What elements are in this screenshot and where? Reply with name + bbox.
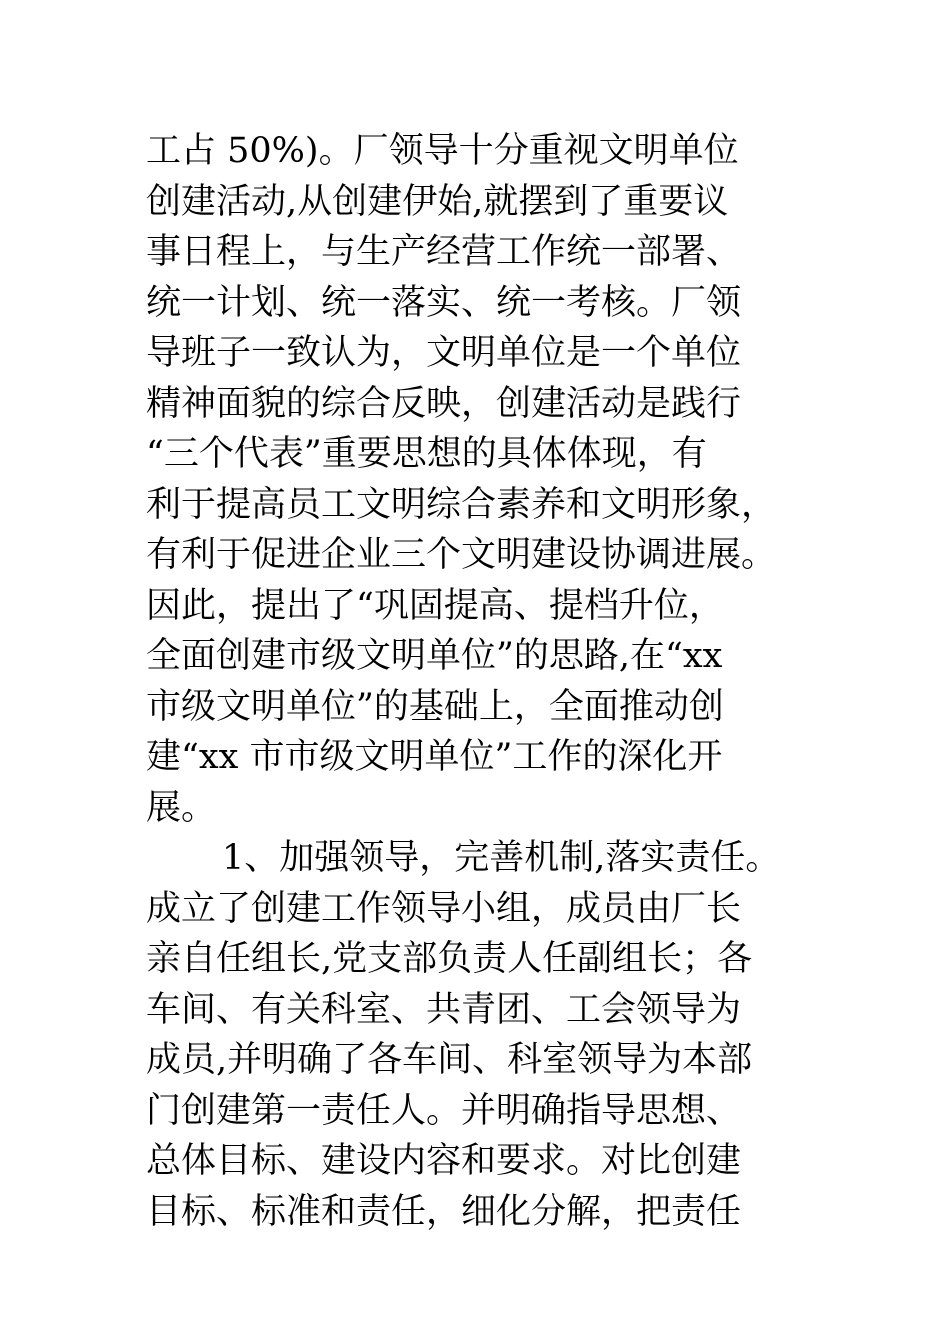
text-line: 全面创建市级文明单位”的思路,在“xx [146,636,723,676]
text-line: 有利于促进企业三个文明建设协调进展。 [146,535,777,575]
text-line: 事日程上，与生产经营工作统一部署、 [146,232,742,272]
text-line: 成立了创建工作领导小组，成员由厂长 [146,888,742,929]
text-line: 车间、有关科室、共青团、工会领导为 [146,989,742,1030]
text-line: 统一计划、统一落实、统一考核。厂领 [146,282,742,323]
text-line: 展。 [146,787,217,828]
text-line: 总体目标、建设内容和要求。对比创建 [146,1141,742,1181]
text-line: 目标、标准和责任，细化分解，把责任 [146,1191,742,1232]
text-line: 市级文明单位”的基础上，全面推动创 [146,686,724,727]
text-line: 精神面貌的综合反映，创建活动是践行 [146,383,742,424]
document-body [146,126,846,1237]
text-line: 亲自任组长,党支部负责人任副组长；各 [146,939,753,979]
text-line: 建“xx 市市级文明单位”工作的深化开 [146,737,723,777]
text-line: 门创建第一责任人。并明确指导思想、 [146,1090,742,1131]
text-line: 创建活动,从创建伊始,就摆到了重要议 [146,181,729,222]
text-line: 导班子一致认为，文明单位是一个单位 [146,333,742,373]
text-line: 利于提高员工文明综合素养和文明形象， [146,484,777,525]
text-line: 工占 50%)。厂领导十分重视文明单位 [146,131,739,171]
text-line: “三个代表”重要思想的具体体现，有 [146,434,707,474]
section-heading-line: 1、加强领导，完善机制,落实责任。 [222,838,781,878]
text-line: 因此，提出了“巩固提高、提档升位， [146,585,724,626]
text-line: 成员,并明确了各车间、科室领导为本部 [146,1040,753,1080]
